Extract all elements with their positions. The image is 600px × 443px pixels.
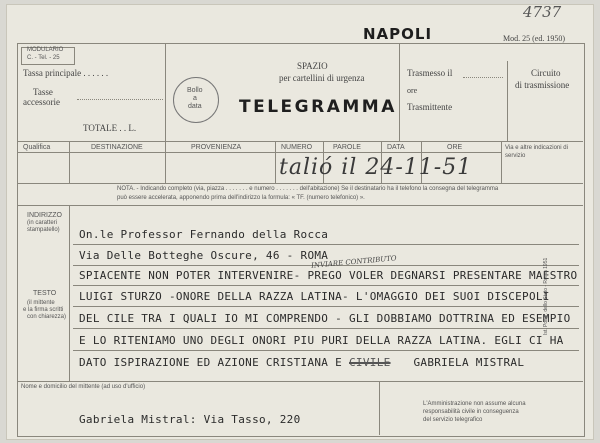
- col-data: DATA: [387, 144, 405, 151]
- sender-label: Nome e domicilio del mittente (ad uso d'ufficio): [21, 384, 146, 390]
- route-rule: [17, 183, 583, 184]
- col-sep-3: [275, 141, 276, 183]
- sender-line: Gabriela Mistral: Via Tasso, 220: [79, 413, 301, 426]
- message-rule-3: [73, 328, 579, 329]
- message-line-1: SPIACENTE NON POTER INTERVENIRE- PREGO VOLER DEGNARSI PRESENTARE MAESTRO: [79, 269, 578, 282]
- circuito-divider: [507, 61, 508, 141]
- testo-label: TESTO: [33, 290, 57, 297]
- indirizzo-label: INDIRIZZO: [27, 212, 62, 219]
- column-rule: [17, 152, 501, 153]
- col-via: Via e altre indicazioni di servizio: [505, 145, 568, 159]
- disclaimer-3: del servizio telegrafico: [423, 417, 483, 423]
- nota-rule: [17, 205, 583, 206]
- city-stamp: NAPOLI: [363, 25, 433, 43]
- message-line-3: DEL CILE TRA I QUALI IO MI COMPRENDO - GLI DOBBIAMO DOTTRINA ED ESEMPIO: [79, 312, 571, 325]
- col-parole: PAROLE: [333, 144, 361, 151]
- tasse-label-2: accessorie: [23, 97, 60, 107]
- message-line-5: [79, 356, 524, 369]
- modulario-label: MODULARIO: [27, 47, 64, 53]
- fee-divider: [165, 43, 166, 141]
- message-line-2: LUIGI STURZO -ONORE DELLA RAZZA LATINA- L'OMAGGIO DEI SUOI DISCEPOLI: [79, 290, 550, 303]
- message-line-4: E LO RITENIAMO UNO DEGLI ONORI PIU PURI DELLA RAZZA LATINA. EGLI CI HA: [79, 334, 564, 347]
- tasse-label-1: Tasse: [33, 87, 53, 97]
- title-divider: [399, 43, 400, 141]
- signature: GABRIELA MISTRAL: [413, 356, 525, 369]
- testo-sub-2: e la firma scritti: [23, 307, 64, 313]
- col-sep-2: [165, 141, 166, 183]
- col-destinazione: DESTINAZIONE: [91, 144, 143, 151]
- message-rule-2: [73, 306, 579, 307]
- telegram-title: TELEGRAMMA: [239, 97, 397, 117]
- nota-line-1: NOTA. - Indicando completo (via, piazza . . . . . . . e numero . . . . . . . dell'abitazione) Se il destinatario ha il telefono la consegna del telegramma: [117, 186, 499, 192]
- bollo-text-2: a: [193, 95, 197, 102]
- bollo-text-1: Bollo: [187, 87, 203, 94]
- message-rule-4: [73, 350, 579, 351]
- tassa-principale-label: Tassa principale . . . . . .: [23, 68, 109, 78]
- address-line-2: Via Delle Botteghe Oscure, 46 - ROMA: [79, 249, 329, 262]
- disclaimer-1: L'Amministrazione non assume alcuna: [423, 401, 526, 407]
- modulario-code: C. - Tel. - 25: [27, 55, 60, 61]
- col-sep-1: [69, 141, 70, 183]
- bollo-text-3: data: [188, 103, 202, 110]
- header-rule: [17, 141, 583, 142]
- trasmittente-label: Trasmittente: [407, 102, 453, 112]
- col-ore: ORE: [447, 144, 463, 151]
- indirizzo-sub-2: stampatello): [27, 227, 60, 233]
- telegram-form: [6, 4, 594, 440]
- col-sep-7: [501, 141, 502, 183]
- col-qualifica: Qualifica: [23, 144, 51, 151]
- label-column-divider: [69, 205, 70, 381]
- handwritten-insertion: INVIARE CONTRIBUTO: [310, 254, 397, 270]
- circuito-label: Circuito: [531, 68, 561, 78]
- trasmesso-line: [463, 77, 503, 78]
- tasse-dotted-line: [77, 99, 163, 100]
- spazio-label: SPAZIO: [297, 61, 328, 71]
- ore-label: ore: [407, 86, 418, 95]
- struck-word: CIVILE: [349, 356, 391, 369]
- totale-label: TOTALE . . L.: [83, 123, 137, 133]
- message-rule-5: [17, 381, 583, 382]
- trasmesso-label: Trasmesso il: [407, 68, 453, 78]
- circuito-sub: di trasmissione: [515, 80, 570, 90]
- indirizzo-sub-1: (in caratteri: [27, 220, 58, 226]
- message-rule-1: [73, 285, 579, 286]
- testo-sub-3: con chiarezza): [27, 314, 67, 320]
- col-provenienza: PROVENIENZA: [191, 144, 242, 151]
- address-line-1: On.le Professor Fernando della Rocca: [79, 228, 329, 241]
- form-code: Mod. 25 (ed. 1950): [503, 34, 565, 43]
- nota-line-2: può essere accelerata, apponendo prima dell'indirizzo la formula: « TF. (numero telefonico) ».: [117, 195, 365, 201]
- disclaimer-2: responsabilità civile in conseguenza: [423, 409, 519, 415]
- archive-number: 4737: [523, 3, 562, 21]
- address-rule-1: [73, 244, 579, 245]
- spazio-sub: per cartellini di urgenza: [279, 73, 365, 83]
- printer-note: Ist. Poligr. dello Stato - Roma 1951: [543, 257, 549, 335]
- handwritten-route: talió il 24-11-51: [279, 155, 473, 180]
- testo-sub-1: (il mittente: [27, 300, 55, 306]
- col-numero: NUMERO: [281, 144, 313, 151]
- message-line-5-text: DATO ISPIRAZIONE ED AZIONE CRISTIANA E: [79, 356, 343, 369]
- sender-divider: [379, 381, 380, 435]
